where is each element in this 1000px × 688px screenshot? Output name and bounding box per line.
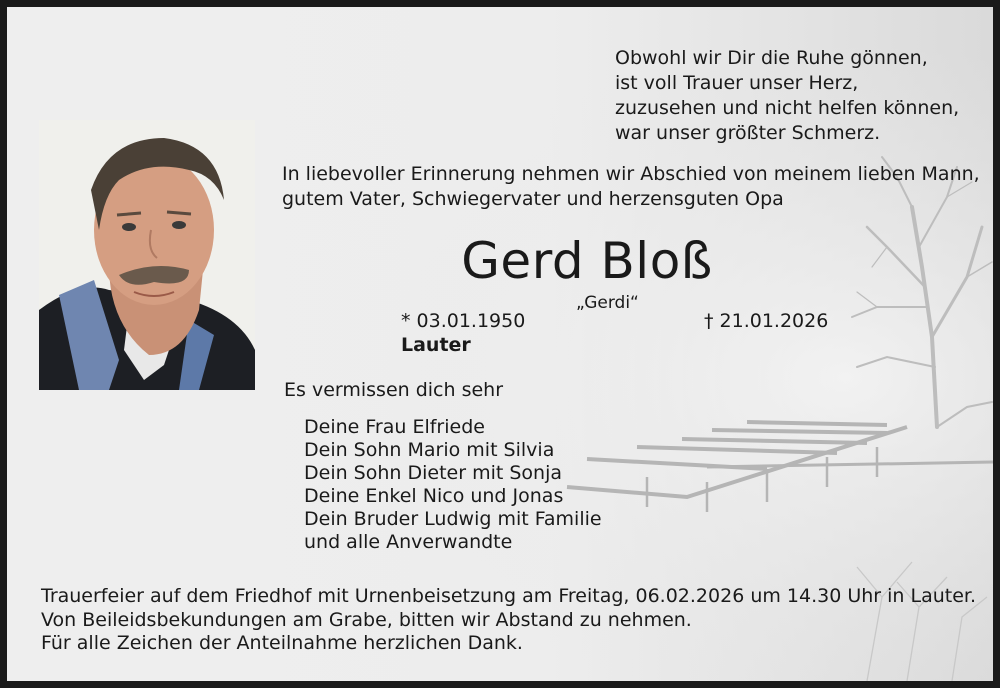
intro-line: gutem Vater, Schwiegervater und herzensguten Opa [282, 188, 784, 210]
portrait-photo [39, 120, 255, 390]
list-item: Deine Frau Elfriede [304, 416, 485, 438]
poem-line: zuzusehen und nicht helfen können, [615, 97, 960, 119]
poem-line: Obwohl wir Dir die Ruhe gönnen, [615, 47, 928, 69]
miss-line: Es vermissen dich sehr [284, 379, 504, 401]
deceased-nickname: „Gerdi“ [576, 293, 639, 313]
poem-line: ist voll Trauer unser Herz, [615, 72, 859, 94]
portrait-image [39, 120, 255, 390]
intro-text [282, 162, 980, 212]
death-date: † 21.01.2026 [704, 310, 829, 332]
list-item: Deine Enkel Nico und Jonas [304, 485, 564, 507]
list-item: Dein Sohn Mario mit Silvia [304, 439, 555, 461]
intro-line: In liebevoller Erinnerung nehmen wir Abschied von meinem lieben Mann, [282, 163, 980, 185]
poem [615, 46, 959, 146]
footer-line: Für alle Zeichen der Anteilnahme herzlichen Dank. [41, 632, 523, 654]
list-item: und alle Anverwandte [304, 531, 513, 553]
funeral-info [41, 585, 976, 656]
footer-line: Trauerfeier auf dem Friedhof mit Urnenbeisetzung am Freitag, 06.02.2026 um 14.30 Uhr in Lauter. [41, 585, 977, 607]
poem-line: war unser größter Schmerz. [615, 122, 881, 144]
deceased-name: Gerd Bloß [461, 232, 713, 290]
list-item: Dein Sohn Dieter mit Sonja [304, 462, 563, 484]
list-item: Dein Bruder Ludwig mit Familie [304, 508, 602, 530]
birth-date: * 03.01.1950 [401, 310, 526, 332]
footer-line: Von Beileidsbekundungen am Grabe, bitten wir Abstand zu nehmen. [41, 608, 692, 631]
hometown: Lauter [401, 334, 471, 356]
mourners-list [304, 416, 602, 554]
